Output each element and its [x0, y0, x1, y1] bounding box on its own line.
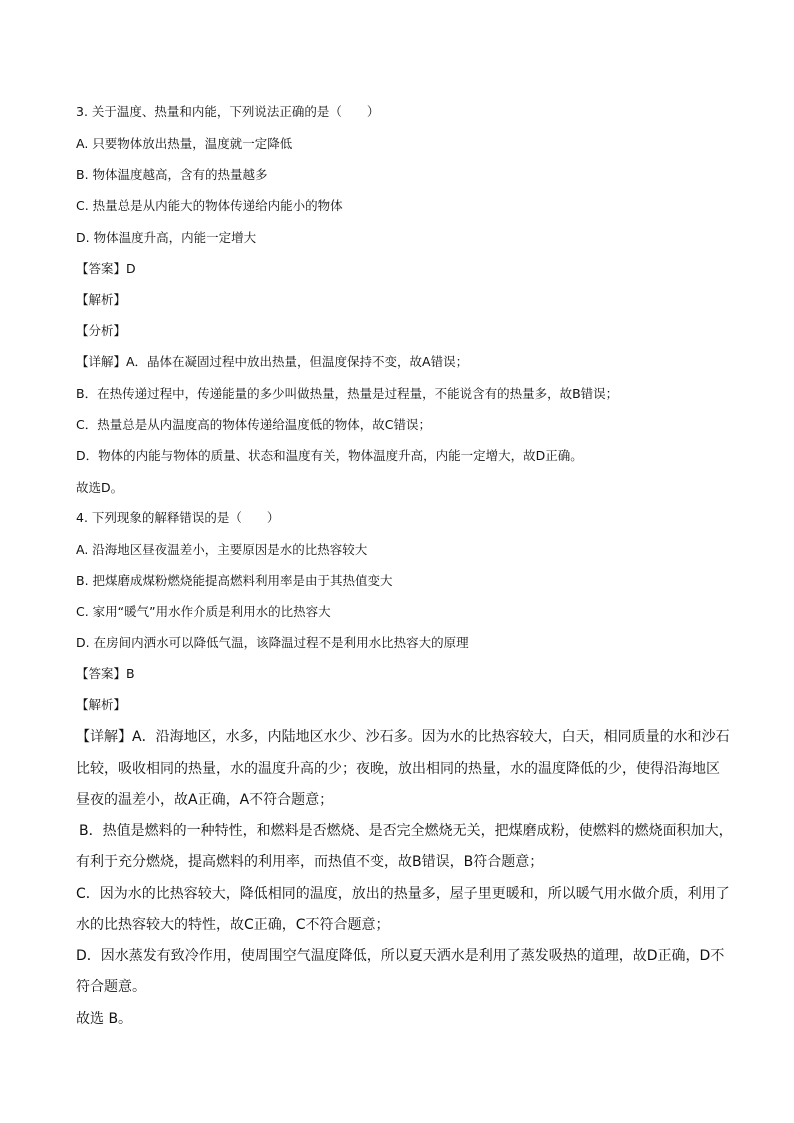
question-3-analysis-heading: 【解析】 [76, 292, 127, 307]
question-3-option-a: A. 只要物体放出热量，温度就一定降低 [76, 136, 293, 151]
question-4-detail-line: D．因水蒸发有致冷作用，使周围空气温度降低，所以夏天洒水是利用了蒸发吸热的道理，故D正确，D不 [76, 948, 725, 964]
question-3-option-d: D. 物体温度升高，内能一定增大 [76, 230, 257, 245]
question-3-detail-line: B．在热传递过程中，传递能量的多少叫做热量，热量是过程量，不能说含有的热量多，故B错误； [76, 386, 619, 401]
question-4-detail-line: B．热值是燃料的一种特性，和燃料是否燃烧、是否完全燃烧无关，把煤磨成粉，使燃料的燃烧面积加大， [79, 823, 733, 839]
question-4-detail-line: 【详解】A．沿海地区，水多，内陆地区水少、沙石多。因为水的比热容较大，白天，相同质量的水和沙石 [76, 729, 730, 745]
question-4-analysis-heading: 【解析】 [76, 697, 127, 712]
question-4-detail-line: 昼夜的温差小，故A正确，A不符合题意； [76, 792, 334, 808]
question-3-fenxi-heading: 【分析】 [76, 323, 127, 338]
question-3-detail-line: C．热量总是从内温度高的物体传递给温度低的物体，故C错误； [76, 417, 431, 432]
question-3-option-b: B. 物体温度越高，含有的热量越多 [76, 167, 268, 182]
question-4-option-a: A. 沿海地区昼夜温差小，主要原因是水的比热容较大 [76, 542, 368, 557]
question-4-option-c: C. 家用“暖气”用水作介质是利用水的比热容大 [76, 604, 331, 619]
question-4-option-b: B. 把煤磨成煤粉燃烧能提高燃料利用率是由于其热值变大 [76, 573, 393, 588]
question-3-conclusion: 故选D。 [76, 480, 124, 495]
question-4-detail-line: C．因为水的比热容较大，降低相同的温度，放出的热量多，屋子里更暖和，所以暖气用水做介质，利用了 [76, 886, 730, 902]
question-4-stem: 4. 下列现象的解释错误的是（ ） [76, 510, 280, 525]
question-3-detail-line: 【详解】A．晶体在凝固过程中放出热量，但温度保持不变，故A错误； [76, 354, 469, 369]
question-3-detail-line: D．物体的内能与物体的质量、状态和温度有关，物体温度升高，内能一定增大，故D正确。 [76, 448, 583, 463]
question-4-answer: 【答案】B [76, 666, 135, 681]
question-4-option-d: D. 在房间内洒水可以降低气温，该降温过程不是利用水比热容大的原理 [76, 635, 469, 650]
question-4-detail-line: 比较，吸收相同的热量，水的温度升高的少；夜晚，放出相同的热量，水的温度降低的少，使得沿海地区 [76, 761, 720, 777]
question-3-answer: 【答案】D [76, 261, 136, 276]
question-4-detail-line: 有利于充分燃烧，提高燃料的利用率，而热值不变，故B错误，B符合题意； [76, 854, 544, 870]
question-4-detail-line: 水的比热容较大的特性，故C正确，C不符合题意； [76, 917, 390, 933]
question-3-option-c: C. 热量总是从内能大的物体传递给内能小的物体 [76, 198, 343, 213]
question-3-stem: 3. 关于温度、热量和内能，下列说法正确的是（ ） [76, 104, 380, 119]
question-4-conclusion: 故选 B。 [76, 1011, 133, 1027]
question-4-detail-line: 符合题意。 [76, 979, 146, 995]
